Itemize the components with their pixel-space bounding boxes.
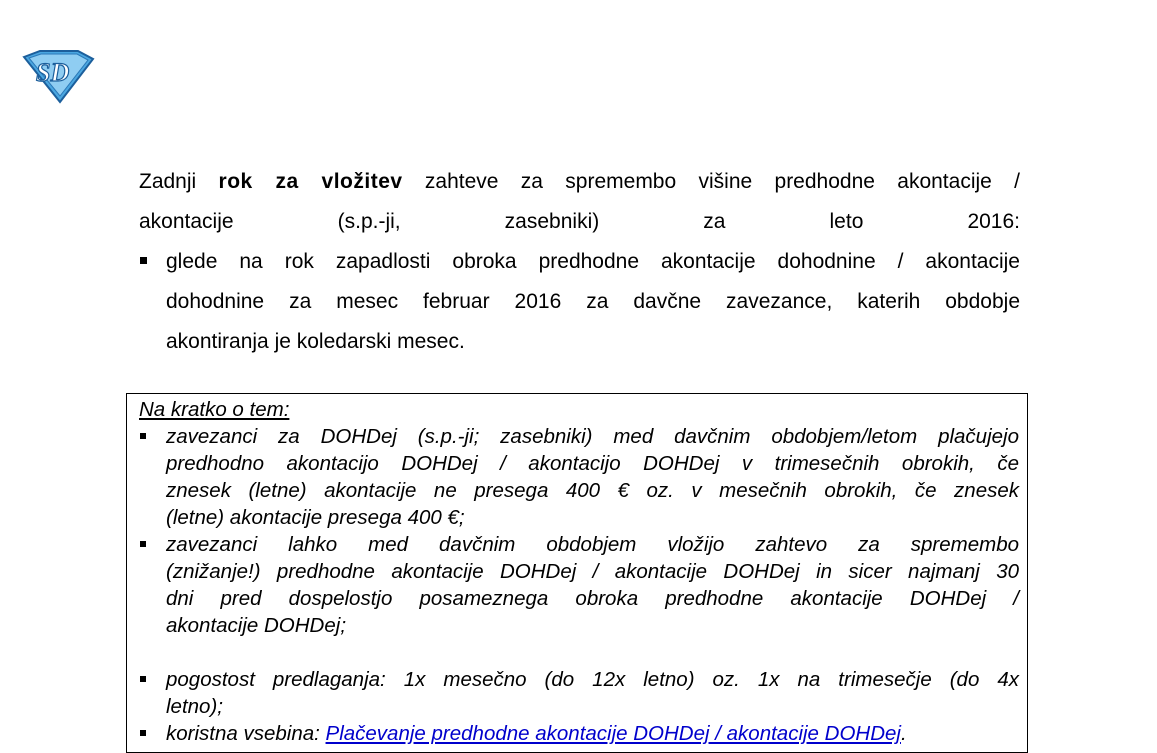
summary-box [126, 393, 1028, 753]
list-item: pogostost predlaganja: 1x mesečno (do 12x letno) oz. 1x na trimesečje (do 4x letno); [139, 666, 1019, 720]
useful-content-link[interactable]: Plačevanje predhodne akontacije DOHDej / akontacije DOHDej [325, 722, 901, 745]
svg-text:SD: SD [36, 58, 70, 87]
list-item: zavezanci za DOHDej (s.p.-ji; zasebniki) med davčnim obdobjem/letom plačujejo predhodno akontacijo DOHDej / akontacijo DOHDej v trimesečnih obrokih, če znesek (letne) akontacije ne presega 400 € oz. v mesečnih obrokih, če znesek (letne) akontacije presega 400 €; [139, 423, 1019, 531]
square-bullet-icon [140, 433, 146, 439]
square-bullet-icon [140, 541, 146, 547]
intro-line-1: Zadnji rok za vložitev zahteve za spremembo višine predhodne akontacije / [139, 170, 1020, 193]
square-bullet-icon [140, 730, 146, 736]
list-item: zavezanci lahko med davčnim obdobjem vložijo zahtevo za spremembo (znižanje!) predhodne akontacije DOHDej / akontacije DOHDej in sicer najmanj 30 dni pred dospelostjo posameznega obroka predhodne akontacije DOHDej / akontacije DOHDej; [139, 531, 1019, 639]
square-bullet-icon [140, 676, 146, 682]
list-item: glede na rok zapadlosti obroka predhodne akontacije dohodnine / akontacije dohodnine za mesec februar 2016 za davčne zavezance, katerih obdobje akontiranja je koledarski mesec. [139, 242, 1020, 362]
summary-box-title: Na kratko o tem: [139, 398, 290, 421]
intro-line-2: akontacije (s.p.-ji, zasebniki) za leto 2016: [139, 210, 1020, 233]
square-bullet-icon [140, 257, 147, 264]
list-item: koristna vsebina: Plačevanje predhodne akontacije DOHDej / akontacije DOHDej. [139, 720, 1019, 747]
intro-paragraph [139, 162, 1020, 242]
deadline-bullet-list [139, 242, 1020, 362]
intro-bold-deadline: rok za vložitev [218, 170, 403, 193]
sd-shield-logo [22, 49, 95, 104]
